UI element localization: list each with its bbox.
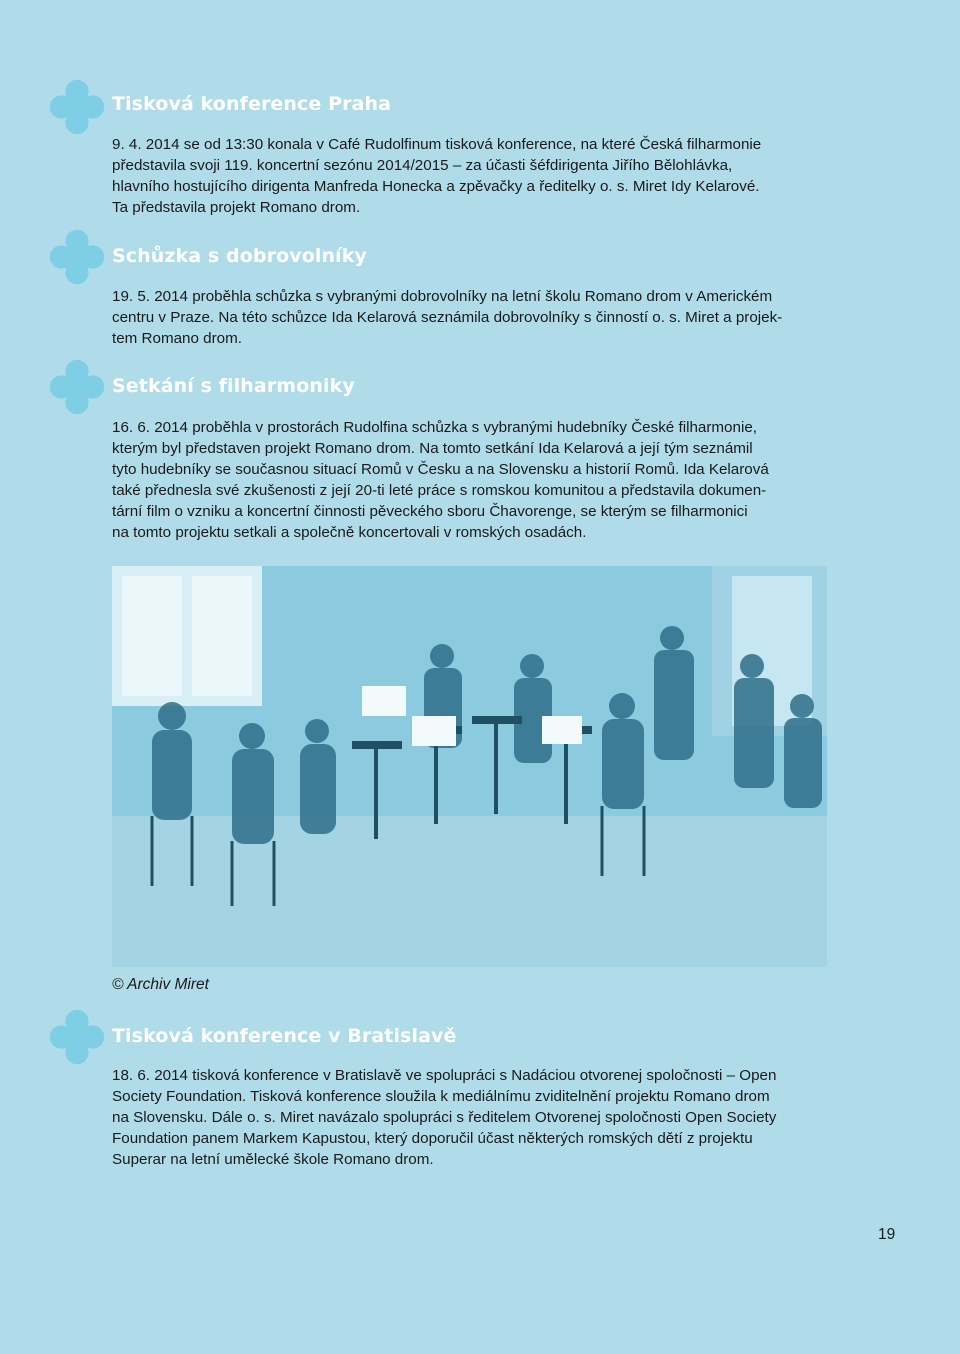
text-line: tyto hudebníky se současnou situací Romů v Česku a na Slovensku a historií Romů. Ida Kelarová [112,461,769,478]
section-text [112,1065,832,1170]
flower-icon [48,228,106,286]
flower-icon [48,358,106,416]
page-number: 19 [878,1226,896,1243]
section-heading: Schůzka s dobrovolníky [112,245,367,267]
text-line: 9. 4. 2014 se od 13:30 konala v Café Rudolfinum tisková konference, na které Česká filharmonie [112,136,762,153]
text-line: na Slovensku. Dále o. s. Miret navázalo spolupráci s ředitelem Otvorenej spoločnosti Open Society [112,1109,777,1126]
text-line: 18. 6. 2014 tisková konference v Bratislavě ve spolupráci s Nadáciou otvorenej spoločnosti – Open [112,1067,777,1084]
section-heading: Tisková konference v Bratislavě [112,1025,457,1047]
section-text [112,417,832,543]
text-line: Foundation panem Markem Kapustou, který doporučil účast některých romských dětí z projektu [112,1130,753,1147]
text-line: také přednesla své zkušenosti z její 20-ti leté práce s romskou komunitou a představila dokumen- [112,482,767,499]
flower-icon [48,1008,106,1066]
text-line: Superar na letní umělecké škole Romano drom. [112,1151,434,1168]
text-line: Ta představila projekt Romano drom. [112,199,361,216]
text-line: tární film o vzniku a koncertní činnosti pěveckého sboru Čhavorenge, se kterým se filharmonici [112,503,748,520]
photo-caption: © Archiv Miret [112,976,209,993]
section-heading: Setkání s filharmoniky [112,375,355,397]
text-line: hlavního hostujícího dirigenta Manfreda Honecka a zpěvačky a ředitelky o. s. Miret Idy Kelarové. [112,178,760,195]
text-line: na tomto projektu setkali a společně koncertovali v romských osadách. [112,524,587,541]
section-text [112,134,832,218]
text-line: Society Foundation. Tisková konference sloužila k mediálnímu zviditelnění projektu Romano drom [112,1088,770,1105]
text-line: centru v Praze. Na této schůzce Ida Kelarová seznámila dobrovolníky s činností o. s. Miret a projek- [112,309,783,326]
text-line: kterým byl představen projekt Romano drom. Na tomto setkání Ida Kelarová a její tým seznámil [112,440,753,457]
section-text [112,286,832,349]
flower-icon [48,78,106,136]
section-heading: Tisková konference Praha [112,93,392,115]
text-line: představila svoji 119. koncertní sezónu 2014/2015 – za účasti šéfdirigenta Jiřího Bělohlávka, [112,157,733,174]
text-line: 16. 6. 2014 proběhla v prostorách Rudolfina schůzka s vybranými hudebníky České filharmonie, [112,419,757,436]
orchestra-photo [112,566,827,967]
text-line: 19. 5. 2014 proběhla schůzka s vybranými dobrovolníky na letní školu Romano drom v Americkém [112,288,773,305]
text-line: tem Romano drom. [112,330,242,347]
